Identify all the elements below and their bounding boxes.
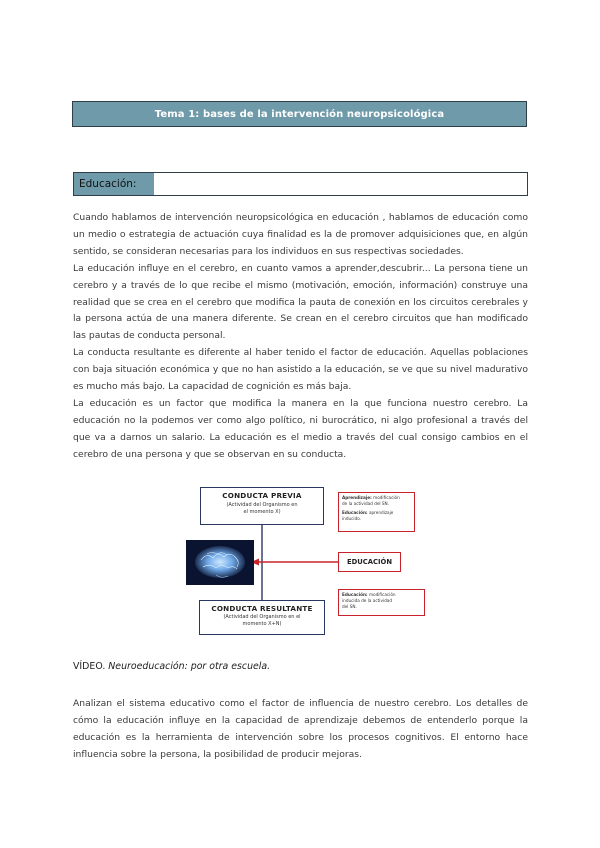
paragraph-3: La conducta resultante es diferente al haber tenido el factor de educación. Aquellas poblaciones con baja situación económica y que no han asistido a la educación, se ve que su nivel madurativo es mucho más bajo. La capacidad de cognición es más baja. bbox=[73, 347, 528, 393]
note-top-def-1b: de la actividad del SN. bbox=[342, 501, 390, 506]
closing-paragraph: Analizan el sistema educativo como el factor de influencia de nuestro cerebro. Los detalles de cómo la educación influye en la capacidad de aprendizaje debemos de entenderlo porque la educación es la herramienta de intervención sobre los procesos cognitivos. El entorno hace influencia sobre la persona, la posibilidad de producir mejoras. bbox=[73, 698, 528, 760]
note-bottom-def-c: del SN. bbox=[342, 604, 357, 609]
chapter-title: Tema 1: bases de la intervención neuropsicológica bbox=[154, 108, 445, 120]
aprendizaje-note-box bbox=[338, 492, 415, 532]
paragraph-2: La educación influye en el cerebro, en cuanto vamos a aprender,descubrir... La persona tiene un cerebro y a través de lo que recibe el mismo (motivación, emoción, información) construye una realidad que se crea en el cerebro que modifica la pauta de conexión en los circuitos cerebrales y la persona actúa de una manera diferente. Se crean en el cerebro circuitos que han modificado las pautas de conducta personal. bbox=[73, 262, 528, 342]
note-bottom-def-a: modificación bbox=[367, 592, 396, 597]
video-heading bbox=[73, 661, 270, 672]
conducta-resultante-sub-2: momento X+N) bbox=[242, 621, 282, 627]
note-top-term-2: Educación: bbox=[342, 510, 368, 515]
video-title: Neuroeducación: por otra escuela. bbox=[108, 661, 271, 672]
note-top-def-2a: aprendizaje bbox=[367, 510, 394, 515]
section-heading-fill bbox=[154, 173, 527, 195]
conducta-previa-title: CONDUCTA PREVIA bbox=[222, 491, 302, 500]
educacion-label: EDUCACIÓN bbox=[346, 558, 393, 566]
conducta-resultante-title: CONDUCTA RESULTANTE bbox=[211, 604, 313, 613]
chapter-title-bar bbox=[72, 101, 527, 127]
conducta-previa-sub-2: el momento X) bbox=[243, 509, 281, 515]
educacion-note-box bbox=[338, 589, 425, 616]
section-heading: Educación: bbox=[74, 173, 159, 195]
note-top-def-2b: inducido. bbox=[342, 516, 362, 521]
note-bottom-def-b: inducida de la actividad bbox=[342, 598, 392, 603]
note-bottom-term: Educación: bbox=[342, 592, 368, 597]
brain-image bbox=[186, 540, 254, 585]
section-heading-box bbox=[73, 172, 528, 196]
conducta-resultante-box bbox=[199, 600, 325, 635]
paragraph-1: Cuando hablamos de intervención neuropsicológica en educación , hablamos de educación como un medio o estrategia de actuación cuya finalidad es la de promover adquisiciones que, en algún sentido, se consideran necesarias para los individuos en sus respectivas sociedades. bbox=[73, 212, 528, 257]
closing-text bbox=[73, 696, 528, 764]
intro-text bbox=[73, 210, 528, 464]
conducta-previa-box bbox=[200, 487, 324, 525]
conducta-previa-sub-1: (Actividad del Organismo en bbox=[226, 502, 298, 508]
paragraph-4: La educación es un factor que modifica la manera en la que funciona nuestro cerebro. La educación no la podemos ver como algo político, ni burocrático, ni algo profesional a través del que va a darnos un salario. La educación es el medio a través del cual consigo cambios en el cerebro de una persona y que se observan en su conducta. bbox=[73, 397, 528, 460]
video-prefix: VÍDEO. bbox=[73, 661, 106, 672]
note-top-def-1a: modificación bbox=[371, 495, 400, 500]
education-diagram bbox=[183, 482, 433, 642]
conducta-resultante-sub-1: (Actividad del Organismo en el bbox=[223, 614, 301, 620]
note-top-term-1: Aprendizaje: bbox=[342, 495, 372, 500]
educacion-box bbox=[338, 552, 401, 572]
